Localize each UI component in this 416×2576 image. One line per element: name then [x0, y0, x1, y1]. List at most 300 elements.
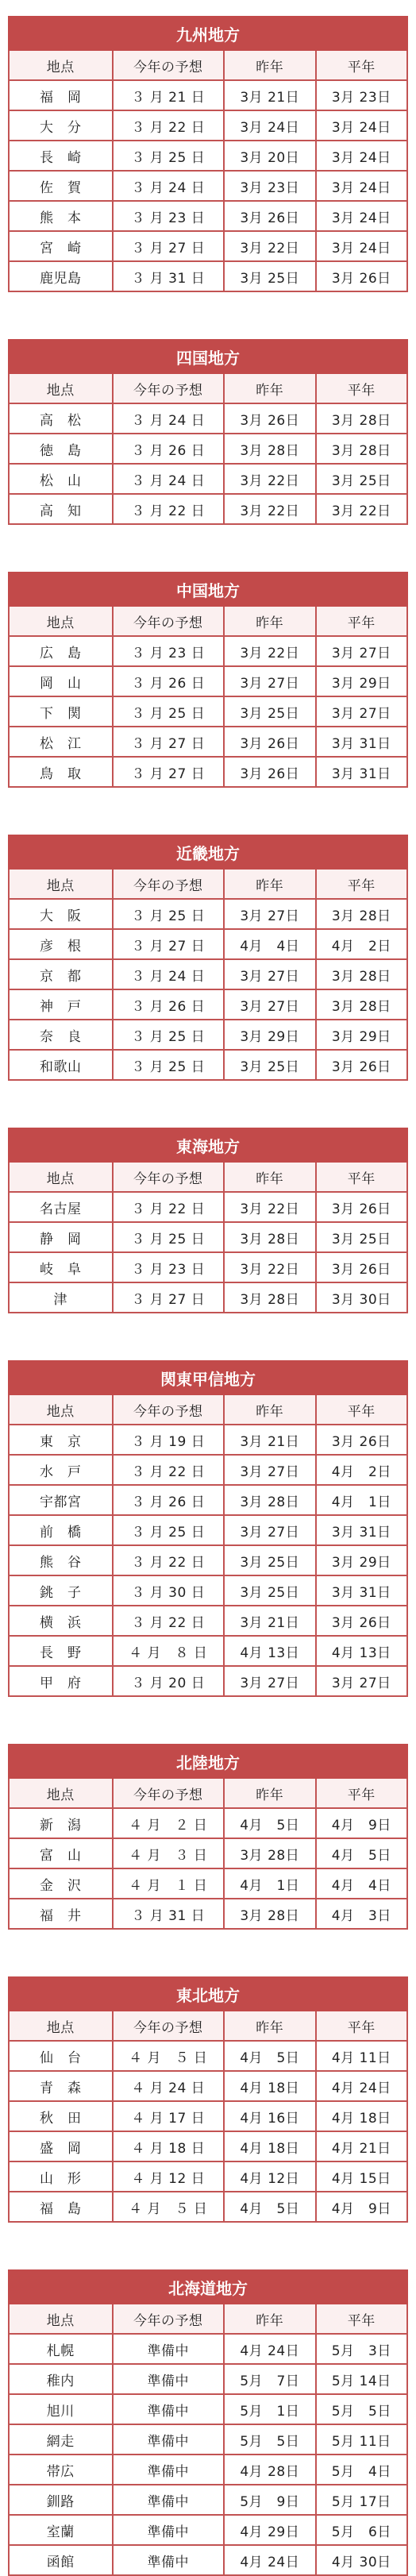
region-spacer [0, 1081, 416, 1128]
cell-last-year: 4月 1日 [224, 1868, 315, 1899]
header-place: 地点 [9, 869, 113, 899]
header-place: 地点 [9, 1394, 113, 1425]
cell-forecast: ３ 月 31 日 [113, 261, 225, 291]
table-row [9, 1666, 407, 1696]
table-row [9, 1485, 407, 1515]
region-section [8, 1744, 408, 1930]
header-forecast: 今年の予想 [113, 1162, 225, 1192]
cell-place: 高 松 [9, 403, 113, 434]
table-row [9, 727, 407, 757]
cell-last-year: 5月 5日 [224, 2424, 315, 2455]
cell-normal: 3月 30日 [316, 1282, 407, 1313]
table-row [9, 141, 407, 171]
cell-forecast: ３ 月 25 日 [113, 1222, 225, 1252]
header-place: 地点 [9, 373, 113, 403]
cell-last-year: 4月 5日 [224, 1808, 315, 1838]
region-title: 近畿地方 [9, 835, 407, 869]
cell-forecast: ３ 月 27 日 [113, 929, 225, 959]
cell-normal: 4月 2日 [316, 1455, 407, 1485]
cell-last-year: 4月 18日 [224, 2071, 315, 2101]
region-spacer [0, 292, 416, 339]
cell-last-year: 5月 9日 [224, 2485, 315, 2515]
cell-last-year: 3月 26日 [224, 201, 315, 231]
cell-forecast: ４ 月 24 日 [113, 2071, 225, 2101]
cell-last-year: 3月 21日 [224, 1606, 315, 1636]
cell-normal: 4月 9日 [316, 1808, 407, 1838]
table-row [9, 2455, 407, 2485]
column-header-row [9, 1394, 407, 1425]
cell-place: 大 分 [9, 110, 113, 141]
cell-place: 下 関 [9, 696, 113, 727]
cell-normal: 3月 24日 [316, 201, 407, 231]
cell-forecast: ３ 月 30 日 [113, 1575, 225, 1606]
cell-place: 宇都宮 [9, 1485, 113, 1515]
cell-normal: 3月 25日 [316, 464, 407, 494]
cell-place: 函館 [9, 2545, 113, 2575]
cell-last-year: 3月 21日 [224, 1425, 315, 1455]
cell-forecast: ３ 月 25 日 [113, 141, 225, 171]
cell-last-year: 3月 27日 [224, 1455, 315, 1485]
cell-place: 秋 田 [9, 2101, 113, 2131]
cell-forecast: 準備中 [113, 2485, 225, 2515]
cell-last-year: 3月 26日 [224, 403, 315, 434]
cell-forecast: 準備中 [113, 2394, 225, 2424]
table-row [9, 2192, 407, 2222]
header-last-year: 昨年 [224, 50, 315, 80]
cell-normal: 4月 2日 [316, 929, 407, 959]
cell-normal: 3月 22日 [316, 494, 407, 524]
cell-normal: 4月 21日 [316, 2131, 407, 2161]
header-place: 地点 [9, 2011, 113, 2041]
cell-forecast: ３ 月 25 日 [113, 1050, 225, 1080]
cell-normal: 4月 15日 [316, 2161, 407, 2192]
cell-last-year: 3月 28日 [224, 1838, 315, 1868]
table-row [9, 171, 407, 201]
cell-place: 金 沢 [9, 1868, 113, 1899]
cell-normal: 3月 31日 [316, 1515, 407, 1545]
cell-normal: 3月 23日 [316, 80, 407, 110]
cell-last-year: 4月 28日 [224, 2455, 315, 2485]
column-header-row [9, 1162, 407, 1192]
table-row [9, 2131, 407, 2161]
cell-place: 甲 府 [9, 1666, 113, 1696]
cell-place: 富 山 [9, 1838, 113, 1868]
cell-forecast: ３ 月 23 日 [113, 1252, 225, 1282]
cell-place: 神 戸 [9, 989, 113, 1020]
header-forecast: 今年の予想 [113, 50, 225, 80]
cell-normal: 3月 29日 [316, 1545, 407, 1575]
region-table [8, 572, 408, 788]
table-row [9, 2515, 407, 2545]
cell-forecast: ３ 月 23 日 [113, 201, 225, 231]
cell-normal: 3月 26日 [316, 261, 407, 291]
cell-forecast: ３ 月 22 日 [113, 1545, 225, 1575]
cell-normal: 4月 5日 [316, 1838, 407, 1868]
header-forecast: 今年の予想 [113, 373, 225, 403]
region-spacer [0, 525, 416, 572]
cell-forecast: ３ 月 25 日 [113, 696, 225, 727]
cell-forecast: ３ 月 27 日 [113, 231, 225, 261]
cell-normal: 4月 9日 [316, 2192, 407, 2222]
cell-forecast: ３ 月 26 日 [113, 1485, 225, 1515]
cell-last-year: 3月 28日 [224, 434, 315, 464]
cell-last-year: 3月 25日 [224, 696, 315, 727]
cell-forecast: ４ 月 12 日 [113, 2161, 225, 2192]
cell-normal: 3月 27日 [316, 696, 407, 727]
header-last-year: 昨年 [224, 2304, 315, 2334]
region-title: 北陸地方 [9, 1745, 407, 1778]
cell-place: 広 島 [9, 636, 113, 666]
cell-normal: 3月 24日 [316, 231, 407, 261]
cell-place: 鹿児島 [9, 261, 113, 291]
table-row [9, 1222, 407, 1252]
cell-forecast: ３ 月 24 日 [113, 403, 225, 434]
cell-place: 宮 崎 [9, 231, 113, 261]
cell-normal: 3月 25日 [316, 1222, 407, 1252]
cell-normal: 3月 29日 [316, 666, 407, 696]
cell-forecast: ３ 月 24 日 [113, 464, 225, 494]
cell-normal: 3月 27日 [316, 636, 407, 666]
cell-normal: 3月 24日 [316, 141, 407, 171]
cell-last-year: 3月 25日 [224, 261, 315, 291]
cell-last-year: 4月 29日 [224, 2515, 315, 2545]
table-row [9, 261, 407, 291]
cell-last-year: 3月 26日 [224, 757, 315, 787]
cell-forecast: ４ 月 ３ 日 [113, 1838, 225, 1868]
table-row [9, 1282, 407, 1313]
cell-last-year: 3月 29日 [224, 1020, 315, 1050]
table-row [9, 2545, 407, 2575]
header-forecast: 今年の予想 [113, 2011, 225, 2041]
cell-normal: 4月 24日 [316, 2071, 407, 2101]
table-row [9, 1606, 407, 1636]
table-row [9, 666, 407, 696]
cell-last-year: 4月 24日 [224, 2334, 315, 2364]
table-row [9, 464, 407, 494]
cell-normal: 3月 31日 [316, 757, 407, 787]
cell-place: 稚内 [9, 2364, 113, 2394]
cell-place: 大 阪 [9, 899, 113, 929]
cell-normal: 4月 1日 [316, 1485, 407, 1515]
region-section [8, 339, 408, 525]
region-section [8, 1128, 408, 1313]
cell-place: 岐 阜 [9, 1252, 113, 1282]
cell-last-year: 3月 22日 [224, 464, 315, 494]
header-normal: 平年 [316, 2304, 407, 2334]
cell-place: 東 京 [9, 1425, 113, 1455]
region-title: 関東甲信地方 [9, 1361, 407, 1394]
cell-normal: 3月 26日 [316, 1425, 407, 1455]
cell-forecast: ４ 月 17 日 [113, 2101, 225, 2131]
cell-normal: 3月 27日 [316, 1666, 407, 1696]
cell-forecast: ３ 月 25 日 [113, 899, 225, 929]
region-title: 九州地方 [9, 17, 407, 50]
cell-place: 旭川 [9, 2394, 113, 2424]
cell-forecast: 準備中 [113, 2334, 225, 2364]
cell-normal: 4月 18日 [316, 2101, 407, 2131]
cell-last-year: 5月 1日 [224, 2394, 315, 2424]
cell-place: 山 形 [9, 2161, 113, 2192]
cell-forecast: ３ 月 20 日 [113, 1666, 225, 1696]
table-row [9, 2424, 407, 2455]
region-table [8, 835, 408, 1081]
cell-last-year: 3月 27日 [224, 959, 315, 989]
column-header-row [9, 869, 407, 899]
cell-last-year: 4月 13日 [224, 1636, 315, 1666]
cell-forecast: ３ 月 27 日 [113, 1282, 225, 1313]
cell-forecast: ３ 月 25 日 [113, 1515, 225, 1545]
cell-last-year: 4月 12日 [224, 2161, 315, 2192]
header-place: 地点 [9, 50, 113, 80]
header-normal: 平年 [316, 50, 407, 80]
region-section [8, 835, 408, 1081]
cell-last-year: 4月 16日 [224, 2101, 315, 2131]
table-row [9, 757, 407, 787]
cell-forecast: ３ 月 23 日 [113, 636, 225, 666]
cell-normal: 4月 30日 [316, 2545, 407, 2575]
table-row [9, 2071, 407, 2101]
cell-forecast: ４ 月 ８ 日 [113, 1636, 225, 1666]
cell-place: 松 江 [9, 727, 113, 757]
header-normal: 平年 [316, 606, 407, 636]
table-row [9, 1515, 407, 1545]
cell-forecast: 準備中 [113, 2515, 225, 2545]
cell-normal: 3月 29日 [316, 1020, 407, 1050]
header-last-year: 昨年 [224, 606, 315, 636]
cell-normal: 3月 28日 [316, 989, 407, 1020]
table-row [9, 110, 407, 141]
cell-last-year: 4月 5日 [224, 2192, 315, 2222]
cell-forecast: ３ 月 25 日 [113, 1020, 225, 1050]
cell-forecast: ４ 月 １ 日 [113, 1868, 225, 1899]
region-table [8, 2269, 408, 2576]
cell-place: 釧路 [9, 2485, 113, 2515]
cell-normal: 5月 6日 [316, 2515, 407, 2545]
cell-place: 札幌 [9, 2334, 113, 2364]
cell-forecast: ４ 月 18 日 [113, 2131, 225, 2161]
cell-forecast: ３ 月 26 日 [113, 989, 225, 1020]
header-normal: 平年 [316, 1778, 407, 1808]
region-title: 中国地方 [9, 573, 407, 606]
region-spacer [0, 1930, 416, 1976]
cell-normal: 4月 13日 [316, 1636, 407, 1666]
table-row [9, 1455, 407, 1485]
table-row [9, 2334, 407, 2364]
cell-last-year: 3月 27日 [224, 666, 315, 696]
region-table [8, 16, 408, 292]
table-row [9, 636, 407, 666]
header-normal: 平年 [316, 2011, 407, 2041]
region-section [8, 16, 408, 292]
table-row [9, 2101, 407, 2131]
cell-forecast: 準備中 [113, 2364, 225, 2394]
cell-forecast: 準備中 [113, 2424, 225, 2455]
cell-place: 福 島 [9, 2192, 113, 2222]
cell-forecast: ３ 月 19 日 [113, 1425, 225, 1455]
cell-place: 長 野 [9, 1636, 113, 1666]
cell-place: 福 岡 [9, 80, 113, 110]
table-row [9, 1545, 407, 1575]
cell-last-year: 3月 22日 [224, 1192, 315, 1222]
cell-normal: 3月 31日 [316, 727, 407, 757]
cell-forecast: ３ 月 22 日 [113, 1192, 225, 1222]
cell-normal: 3月 26日 [316, 1050, 407, 1080]
cell-place: 松 山 [9, 464, 113, 494]
cell-place: 銚 子 [9, 1575, 113, 1606]
cell-place: 網走 [9, 2424, 113, 2455]
cell-normal: 3月 26日 [316, 1252, 407, 1282]
cell-place: 仙 台 [9, 2041, 113, 2071]
header-normal: 平年 [316, 373, 407, 403]
cell-forecast: ３ 月 22 日 [113, 494, 225, 524]
cell-normal: 4月 4日 [316, 1868, 407, 1899]
cell-forecast: ３ 月 22 日 [113, 1606, 225, 1636]
header-last-year: 昨年 [224, 869, 315, 899]
cell-last-year: 3月 25日 [224, 1575, 315, 1606]
cell-place: 熊 本 [9, 201, 113, 231]
cell-place: 青 森 [9, 2071, 113, 2101]
table-row [9, 1899, 407, 1929]
cell-last-year: 3月 27日 [224, 1515, 315, 1545]
header-place: 地点 [9, 1162, 113, 1192]
region-table [8, 339, 408, 525]
table-row [9, 1252, 407, 1282]
cell-last-year: 5月 7日 [224, 2364, 315, 2394]
header-place: 地点 [9, 2304, 113, 2334]
cell-forecast: ３ 月 26 日 [113, 434, 225, 464]
cell-normal: 5月 14日 [316, 2364, 407, 2394]
cell-last-year: 3月 27日 [224, 989, 315, 1020]
column-header-row [9, 373, 407, 403]
column-header-row [9, 1778, 407, 1808]
cell-normal: 3月 26日 [316, 1606, 407, 1636]
table-row [9, 2161, 407, 2192]
cell-forecast: ３ 月 31 日 [113, 1899, 225, 1929]
cell-last-year: 3月 27日 [224, 899, 315, 929]
region-section [8, 572, 408, 788]
cell-forecast: ３ 月 27 日 [113, 757, 225, 787]
region-title: 北海道地方 [9, 2270, 407, 2304]
cell-last-year: 3月 26日 [224, 727, 315, 757]
cell-last-year: 4月 24日 [224, 2545, 315, 2575]
table-row [9, 2394, 407, 2424]
region-section [8, 1360, 408, 1697]
cell-last-year: 3月 28日 [224, 1899, 315, 1929]
cell-last-year: 3月 22日 [224, 1252, 315, 1282]
cell-last-year: 3月 23日 [224, 171, 315, 201]
table-row [9, 494, 407, 524]
header-place: 地点 [9, 606, 113, 636]
header-last-year: 昨年 [224, 373, 315, 403]
table-row [9, 231, 407, 261]
cell-forecast: ３ 月 24 日 [113, 959, 225, 989]
cell-place: 京 都 [9, 959, 113, 989]
cell-place: 盛 岡 [9, 2131, 113, 2161]
cell-normal: 4月 3日 [316, 1899, 407, 1929]
table-row [9, 899, 407, 929]
cell-forecast: ３ 月 27 日 [113, 727, 225, 757]
table-row [9, 1425, 407, 1455]
header-forecast: 今年の予想 [113, 2304, 225, 2334]
cell-place: 帯広 [9, 2455, 113, 2485]
cell-place: 和歌山 [9, 1050, 113, 1080]
header-forecast: 今年の予想 [113, 1778, 225, 1808]
region-spacer [0, 1697, 416, 1744]
cell-forecast: ４ 月 ２ 日 [113, 1808, 225, 1838]
table-row [9, 80, 407, 110]
table-row [9, 201, 407, 231]
cell-place: 津 [9, 1282, 113, 1313]
cell-last-year: 3月 27日 [224, 1666, 315, 1696]
cell-last-year: 3月 25日 [224, 1050, 315, 1080]
table-row [9, 1636, 407, 1666]
header-last-year: 昨年 [224, 1162, 315, 1192]
cell-place: 横 浜 [9, 1606, 113, 1636]
header-forecast: 今年の予想 [113, 1394, 225, 1425]
region-title: 四国地方 [9, 340, 407, 373]
cell-forecast: ３ 月 24 日 [113, 171, 225, 201]
header-last-year: 昨年 [224, 1394, 315, 1425]
cell-place: 彦 根 [9, 929, 113, 959]
cell-normal: 3月 28日 [316, 959, 407, 989]
cell-last-year: 4月 5日 [224, 2041, 315, 2071]
header-forecast: 今年の予想 [113, 606, 225, 636]
table-row [9, 1868, 407, 1899]
cell-normal: 3月 28日 [316, 403, 407, 434]
column-header-row [9, 606, 407, 636]
cell-forecast: ３ 月 22 日 [113, 110, 225, 141]
cell-last-year: 3月 22日 [224, 494, 315, 524]
cell-normal: 5月 5日 [316, 2394, 407, 2424]
cell-normal: 5月 3日 [316, 2334, 407, 2364]
cell-place: 岡 山 [9, 666, 113, 696]
region-spacer [0, 1313, 416, 1360]
cell-normal: 3月 24日 [316, 171, 407, 201]
table-row [9, 1575, 407, 1606]
header-normal: 平年 [316, 1394, 407, 1425]
cell-last-year: 4月 4日 [224, 929, 315, 959]
cell-place: 長 崎 [9, 141, 113, 171]
table-row [9, 1838, 407, 1868]
cell-normal: 5月 17日 [316, 2485, 407, 2515]
region-table [8, 1360, 408, 1697]
table-row [9, 929, 407, 959]
cell-place: 熊 谷 [9, 1545, 113, 1575]
region-title: 東海地方 [9, 1128, 407, 1162]
table-row [9, 2364, 407, 2394]
cell-normal: 5月 4日 [316, 2455, 407, 2485]
region-spacer [0, 0, 416, 16]
cell-place: 室蘭 [9, 2515, 113, 2545]
table-row [9, 403, 407, 434]
cell-normal: 5月 11日 [316, 2424, 407, 2455]
cell-place: 奈 良 [9, 1020, 113, 1050]
cell-place: 新 潟 [9, 1808, 113, 1838]
cell-place: 前 橋 [9, 1515, 113, 1545]
cell-last-year: 3月 21日 [224, 80, 315, 110]
region-table [8, 1744, 408, 1930]
cell-normal: 3月 31日 [316, 1575, 407, 1606]
region-table [8, 1128, 408, 1313]
cell-last-year: 3月 28日 [224, 1485, 315, 1515]
cell-forecast: ３ 月 26 日 [113, 666, 225, 696]
table-row [9, 434, 407, 464]
cell-last-year: 3月 25日 [224, 1545, 315, 1575]
header-last-year: 昨年 [224, 1778, 315, 1808]
region-spacer [0, 788, 416, 835]
region-table [8, 1976, 408, 2223]
cell-normal: 3月 26日 [316, 1192, 407, 1222]
